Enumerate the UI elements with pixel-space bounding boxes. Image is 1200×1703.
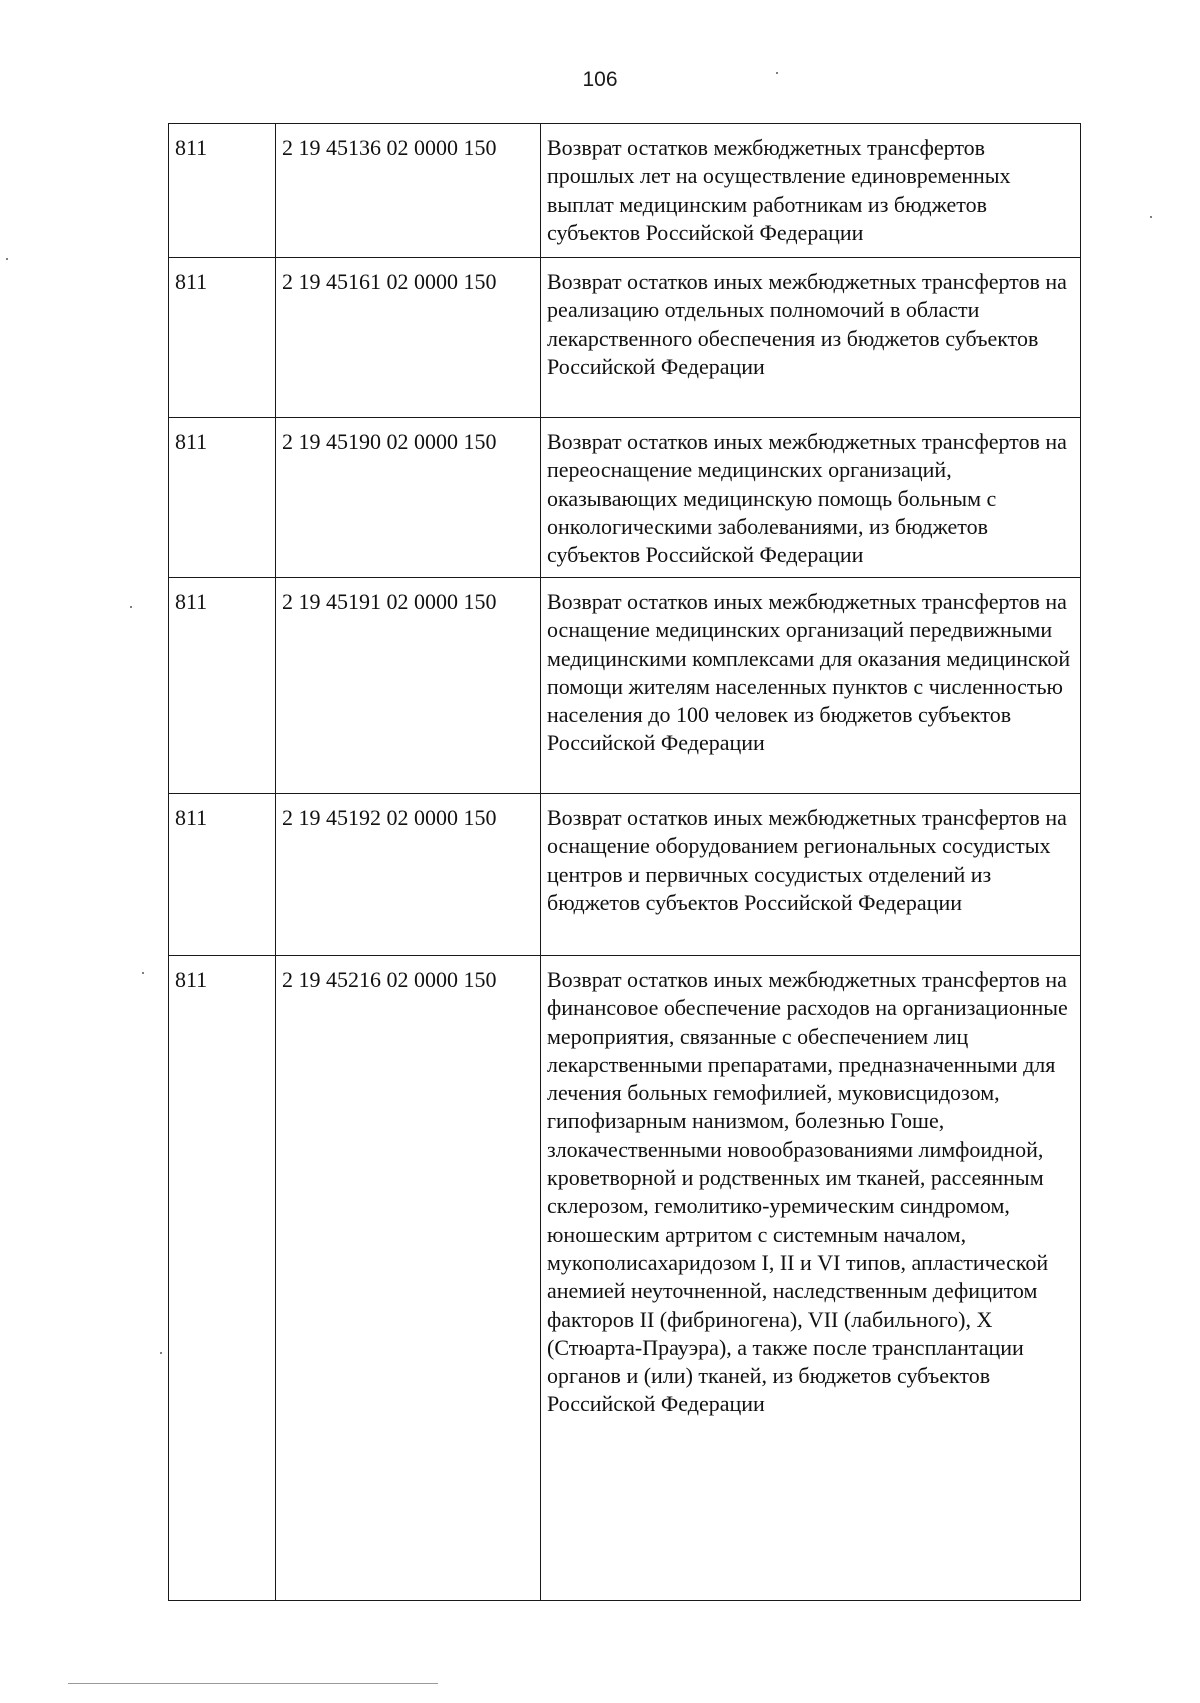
table-row xyxy=(169,418,1081,578)
scan-speck xyxy=(6,258,8,260)
scan-speck xyxy=(160,1352,162,1354)
description-cell: Возврат остатков иных межбюджетных трансфертов на оснащение оборудованием региональных сосудистых центров и первичных сосудистых отделений из бюджетов субъектов Российской Федерации xyxy=(541,794,1081,956)
scan-speck xyxy=(142,972,144,974)
description-cell: Возврат остатков иных межбюджетных трансфертов на переоснащение медицинских организаций, оказывающих медицинскую помощь больным с онкологическими заболеваниями, из бюджетов субъектов Российской Федерации xyxy=(541,418,1081,578)
table-row xyxy=(169,794,1081,956)
scan-bottom-rule xyxy=(68,1683,438,1684)
admin-code-cell: 811 xyxy=(169,258,276,418)
budget-classification-table xyxy=(168,123,1081,1601)
scan-speck xyxy=(1150,216,1152,218)
scan-speck xyxy=(776,72,778,74)
budget-code-cell: 2 19 45190 02 0000 150 xyxy=(276,418,541,578)
budget-code-cell: 2 19 45136 02 0000 150 xyxy=(276,124,541,258)
admin-code-cell: 811 xyxy=(169,418,276,578)
admin-code-cell: 811 xyxy=(169,794,276,956)
table-row xyxy=(169,956,1081,1601)
budget-code-cell: 2 19 45191 02 0000 150 xyxy=(276,578,541,794)
description-cell: Возврат остатков иных межбюджетных трансфертов на оснащение медицинских организаций передвижными медицинскими комплексами для оказания медицинской помощи жителям населенных пунктов с численностью населения до 100 человек из бюджетов субъектов Российской Федерации xyxy=(541,578,1081,794)
admin-code-cell: 811 xyxy=(169,578,276,794)
admin-code-cell: 811 xyxy=(169,956,276,1601)
admin-code-cell: 811 xyxy=(169,124,276,258)
budget-code-cell: 2 19 45192 02 0000 150 xyxy=(276,794,541,956)
budget-code-cell: 2 19 45216 02 0000 150 xyxy=(276,956,541,1601)
scan-speck xyxy=(130,606,132,608)
description-cell: Возврат остатков межбюджетных трансфертов прошлых лет на осуществление единовременных выплат медицинским работникам из бюджетов субъектов Российской Федерации xyxy=(541,124,1081,258)
table-row xyxy=(169,258,1081,418)
description-cell: Возврат остатков иных межбюджетных трансфертов на реализацию отдельных полномочий в области лекарственного обеспечения из бюджетов субъектов Российской Федерации xyxy=(541,258,1081,418)
table-row xyxy=(169,578,1081,794)
table-row xyxy=(169,124,1081,258)
page-number: 106 xyxy=(582,68,618,91)
description-cell: Возврат остатков иных межбюджетных трансфертов на финансовое обеспечение расходов на организационные мероприятия, связанные с обеспечением лиц лекарственными препаратами, предназначенными для лечения больных гемофилией, муковисцидозом, гипофизарным нанизмом, болезнью Гоше, злокачественными новообразованиями лимфоидной, кроветворной и родственных им тканей, рассеянным склерозом, гемолитико-уремическим синдромом, юношеским артритом с системным началом, мукополисахаридозом I, II и VI типов, апластической анемией неуточненной, наследственным дефицитом факторов II (фибриногена), VII (лабильного), X (Стюарта-Прауэра), а также после трансплантации органов и (или) тканей, из бюджетов субъектов Российской Федерации xyxy=(541,956,1081,1601)
budget-code-cell: 2 19 45161 02 0000 150 xyxy=(276,258,541,418)
